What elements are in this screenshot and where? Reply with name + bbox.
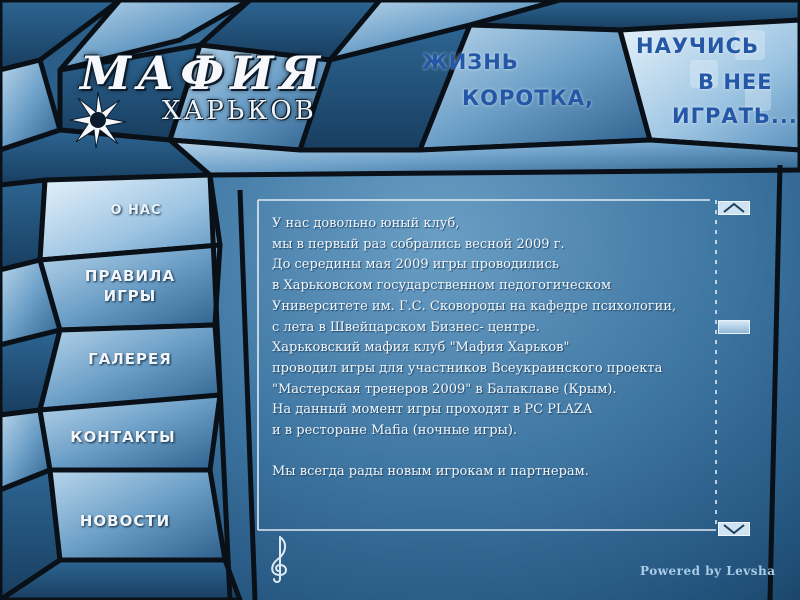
slogan-right-line2: В НЕЕ (698, 70, 773, 94)
content-line: проводил игры для участников Всеукраинского проекта (272, 360, 663, 376)
scroll-down-button[interactable] (718, 522, 750, 536)
content-line: У нас довольно юный клуб, (272, 216, 460, 231)
slogan-right-line1: НАУЧИСЬ (636, 34, 759, 58)
treble-clef-icon (266, 535, 292, 585)
scroll-up-button[interactable] (718, 201, 750, 215)
slogan-right-line3: ИГРАТЬ... (672, 104, 798, 128)
content-line: с лета в Швейцарском Бизнес- центре. (272, 319, 540, 335)
scroll-thumb[interactable] (718, 320, 750, 334)
content-closing: Мы всегда рады новым игрокам и партнерам. (272, 464, 589, 480)
logo[interactable] (72, 46, 327, 136)
content-line: мы в первый раз собрались весной 2009 г. (272, 236, 565, 252)
content-line: "Мастерская тренеров 2009" в Балаклаве (Крым). (272, 381, 617, 397)
content-line: На данный момент игры проходят в PC PLAZA (272, 402, 593, 418)
nav-rules-line1: ПРАВИЛА (84, 267, 176, 285)
content-text (272, 214, 712, 483)
logo-subtitle: ХАРЬКОВ (162, 96, 317, 126)
content-panel (258, 200, 716, 530)
nav-gallery[interactable]: ГАЛЕРЕЯ (88, 350, 172, 368)
content-line: и в ресторане Mafia (ночные игры). (272, 423, 518, 439)
logo-title: МАФИЯ (80, 46, 327, 100)
nav-contacts[interactable]: КОНТАКТЫ (70, 428, 176, 446)
nav-about[interactable]: О НАС (110, 203, 162, 218)
slogan-left-line1: ЖИЗНЬ (422, 50, 519, 74)
nav-rules-line2: ИГРЫ (103, 287, 157, 305)
content-line: в Харьковском государственном педогогическом (272, 278, 612, 294)
content-line: Университете им. Г.С. Сковороды на кафедре психологии, (272, 298, 677, 314)
nav-news[interactable]: НОВОСТИ (79, 512, 171, 530)
content-line: Харьковский мафия клуб "Мафия Харьков" (272, 340, 570, 356)
nav-rules[interactable] (80, 266, 180, 306)
powered-by: Powered by Levsha (640, 564, 776, 578)
content-line: До середины мая 2009 игры проводились (272, 257, 559, 273)
slogan-left-line2: КОРОТКА, (462, 86, 594, 110)
